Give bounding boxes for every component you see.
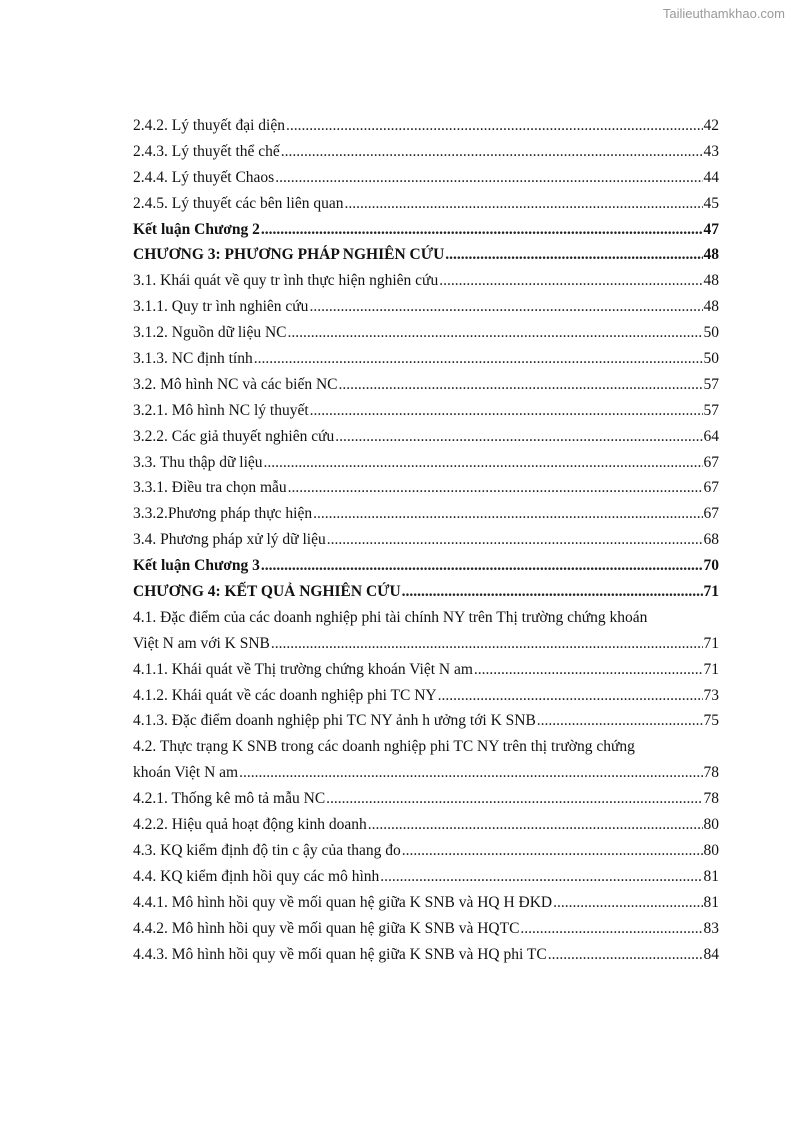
toc-leader-dots <box>254 346 703 372</box>
toc-entry[interactable] <box>133 113 719 139</box>
toc-entry-chapter-heading[interactable] <box>133 242 719 268</box>
toc-entry-page: 81 <box>703 867 719 885</box>
toc-leader-dots <box>335 424 702 450</box>
toc-leader-dots <box>313 501 702 527</box>
toc-entry[interactable] <box>133 890 719 916</box>
toc-entry-title: 3.1. Khái quát về quy tr ình thực hiện nghiên cứu <box>133 272 439 290</box>
toc-entry[interactable] <box>133 708 719 734</box>
toc-entry-chapter-heading[interactable] <box>133 579 719 605</box>
toc-leader-dots <box>275 165 702 191</box>
toc-entry-title: 4.4. KQ kiểm định hồi quy các mô hình <box>133 867 380 885</box>
toc-entry-title: 3.4. Phương pháp xử lý dữ liệu <box>133 531 326 549</box>
toc-entry-title: 3.1.2. Nguồn dữ liệu NC <box>133 324 287 342</box>
toc-entry-page: 71 <box>703 634 719 652</box>
toc-entry-title: CHƯƠNG 4: KẾT QUẢ NGHIÊN CỨU <box>133 583 401 601</box>
toc-entry-page: 80 <box>703 841 719 859</box>
toc-leader-dots <box>309 294 702 320</box>
toc-entry[interactable] <box>133 475 719 501</box>
toc-entry[interactable] <box>133 760 719 786</box>
toc-entry-page: 48 <box>703 298 719 316</box>
toc-entry-chapter-conclusion[interactable] <box>133 553 719 579</box>
toc-leader-dots <box>344 191 702 217</box>
toc-entry-title: 3.1.3. NC định tính <box>133 350 253 368</box>
toc-entry-title: 3.1.1. Quy tr ình nghiên cứu <box>133 298 309 316</box>
toc-leader-dots <box>474 657 703 683</box>
toc-leader-dots <box>281 139 703 165</box>
toc-entry-page: 70 <box>703 557 719 575</box>
toc-entry[interactable] <box>133 268 719 294</box>
toc-entry-title: 4.4.1. Mô hình hồi quy về mối quan hệ giữa K SNB và HQ H ĐKD <box>133 893 553 911</box>
toc-entry-title: 4.2.2. Hiệu quả hoạt động kinh doanh <box>133 816 367 834</box>
toc-entry-page: 67 <box>703 479 719 497</box>
toc-entry-page: 48 <box>703 272 719 290</box>
toc-entry[interactable] <box>133 191 719 217</box>
toc-entry-page: 75 <box>703 712 719 730</box>
toc-entry-page: 47 <box>703 220 719 238</box>
toc-leader-dots <box>286 113 703 139</box>
toc-leader-dots <box>239 760 702 786</box>
toc-leader-dots <box>326 786 702 812</box>
toc-entry-title: 4.1.3. Đặc điểm doanh nghiệp phi TC NY ảnh h ưởng tới K SNB <box>133 712 536 730</box>
toc-leader-dots <box>553 890 702 916</box>
toc-entry-page: 83 <box>703 919 719 937</box>
toc-entry-page: 44 <box>703 168 719 186</box>
toc-entry[interactable] <box>133 864 719 890</box>
toc-entry-page: 78 <box>703 790 719 808</box>
toc-leader-dots <box>548 942 703 968</box>
toc-leader-dots <box>380 864 702 890</box>
toc-entry-page: 67 <box>703 505 719 523</box>
toc-entry[interactable] <box>133 346 719 372</box>
toc-entry[interactable] <box>133 450 719 476</box>
table-of-contents <box>133 113 719 967</box>
toc-entry-page: 81 <box>703 893 719 911</box>
toc-entry-title: 3.2.2. Các giả thuyết nghiên cứu <box>133 427 335 445</box>
toc-entry-title: 2.4.2. Lý thuyết đại diện <box>133 117 285 134</box>
toc-leader-dots <box>327 527 703 553</box>
toc-entry-page: 50 <box>703 350 719 368</box>
toc-entry[interactable] <box>133 294 719 320</box>
toc-leader-dots <box>520 916 702 942</box>
toc-entry[interactable] <box>133 916 719 942</box>
toc-entry-title: CHƯƠNG 3: PHƯƠNG PHÁP NGHIÊN CỨU <box>133 246 445 264</box>
toc-entry-title: 3.3.1. Điều tra chọn mẫu <box>133 479 287 497</box>
toc-leader-dots <box>402 579 703 605</box>
toc-entry-title: 4.4.2. Mô hình hồi quy về mối quan hệ giữa K SNB và HQTC <box>133 919 520 937</box>
toc-entry[interactable] <box>133 139 719 165</box>
toc-entry-page: 50 <box>703 324 719 342</box>
toc-entry-page: 71 <box>703 583 719 601</box>
toc-entry[interactable] <box>133 812 719 838</box>
toc-leader-dots <box>288 320 703 346</box>
toc-entry[interactable] <box>133 786 719 812</box>
toc-leader-dots <box>537 708 703 734</box>
toc-entry-title: 4.3. KQ kiểm định độ tin c ậy của thang đo <box>133 841 401 859</box>
toc-leader-dots <box>439 268 702 294</box>
toc-leader-dots <box>438 683 703 709</box>
toc-leader-dots <box>368 812 703 838</box>
toc-entry-chapter-conclusion[interactable] <box>133 217 719 243</box>
toc-entry-page: 45 <box>703 194 719 212</box>
toc-entry-title: Kết luận Chương 2 <box>133 220 260 238</box>
toc-leader-dots <box>445 242 702 268</box>
toc-entry-page: 48 <box>703 246 719 264</box>
toc-leader-dots <box>261 553 703 579</box>
toc-entry-page: 57 <box>703 375 719 393</box>
toc-entry[interactable] <box>133 657 719 683</box>
toc-leader-dots <box>288 475 703 501</box>
toc-entry[interactable] <box>133 372 719 398</box>
toc-entry-page: 57 <box>703 401 719 419</box>
toc-entry-page: 78 <box>703 764 719 782</box>
toc-leader-dots <box>338 372 702 398</box>
toc-entry-title: khoán Việt N am <box>133 764 239 782</box>
toc-entry[interactable] <box>133 683 719 709</box>
toc-entry-page: 71 <box>703 660 719 678</box>
toc-entry[interactable] <box>133 320 719 346</box>
toc-entry-title: 4.1.2. Khái quát về các doanh nghiệp phi TC NY <box>133 686 437 704</box>
toc-entry-page: 80 <box>703 816 719 834</box>
toc-leader-dots <box>402 838 703 864</box>
toc-entry-title: 4.2.1. Thống kê mô tả mẫu NC <box>133 790 326 808</box>
toc-entry-title: 4.1.1. Khái quát về Thị trường chứng khoán Việt N am <box>133 660 473 678</box>
toc-entry-page: 67 <box>703 453 719 471</box>
toc-entry[interactable] <box>133 398 719 424</box>
toc-leader-dots <box>310 398 703 424</box>
toc-entry[interactable] <box>133 838 719 864</box>
toc-entry-page: 43 <box>703 142 719 160</box>
toc-entry-title: 2.4.3. Lý thuyết thể chế <box>133 142 280 160</box>
toc-entry-title: 3.2.1. Mô hình NC lý thuyết <box>133 401 309 419</box>
toc-entry[interactable] <box>133 631 719 657</box>
toc-leader-dots <box>264 450 703 476</box>
toc-entry[interactable] <box>133 165 719 191</box>
toc-entry-page: 84 <box>703 945 719 963</box>
toc-entry[interactable] <box>133 527 719 553</box>
toc-entry[interactable] <box>133 942 719 968</box>
toc-entry[interactable] <box>133 424 719 450</box>
toc-leader-dots <box>261 217 703 243</box>
toc-entry-title: 2.4.5. Lý thuyết các bên liên quan <box>133 194 344 212</box>
toc-entry-title: Kết luận Chương 3 <box>133 557 260 575</box>
toc-entry-title: 2.4.4. Lý thuyết Chaos <box>133 168 275 186</box>
toc-entry[interactable] <box>133 501 719 527</box>
toc-leader-dots <box>271 631 703 657</box>
toc-entry-title: Việt N am với K SNB <box>133 634 270 652</box>
toc-entry-title: 3.2. Mô hình NC và các biến NC <box>133 375 338 393</box>
toc-entry-page: 68 <box>703 531 719 549</box>
watermark-text: Tailieuthamkhao.com <box>662 6 785 21</box>
toc-entry-title: 3.3. Thu thập dữ liệu <box>133 453 263 471</box>
toc-entry-title: 3.3.2.Phương pháp thực hiện <box>133 505 313 523</box>
toc-entry-first-line[interactable]: 4.2. Thực trạng K SNB trong các doanh nghiệp phi TC NY trên thị trường chứng <box>133 738 635 756</box>
toc-entry-page: 42 <box>703 117 719 134</box>
toc-entry-first-line[interactable]: 4.1. Đặc điểm của các doanh nghiệp phi tài chính NY trên Thị trường chứng khoán <box>133 608 648 626</box>
toc-entry-page: 73 <box>703 686 719 704</box>
toc-entry-title: 4.4.3. Mô hình hồi quy về mối quan hệ giữa K SNB và HQ phi TC <box>133 945 547 963</box>
toc-entry-page: 64 <box>703 427 719 445</box>
